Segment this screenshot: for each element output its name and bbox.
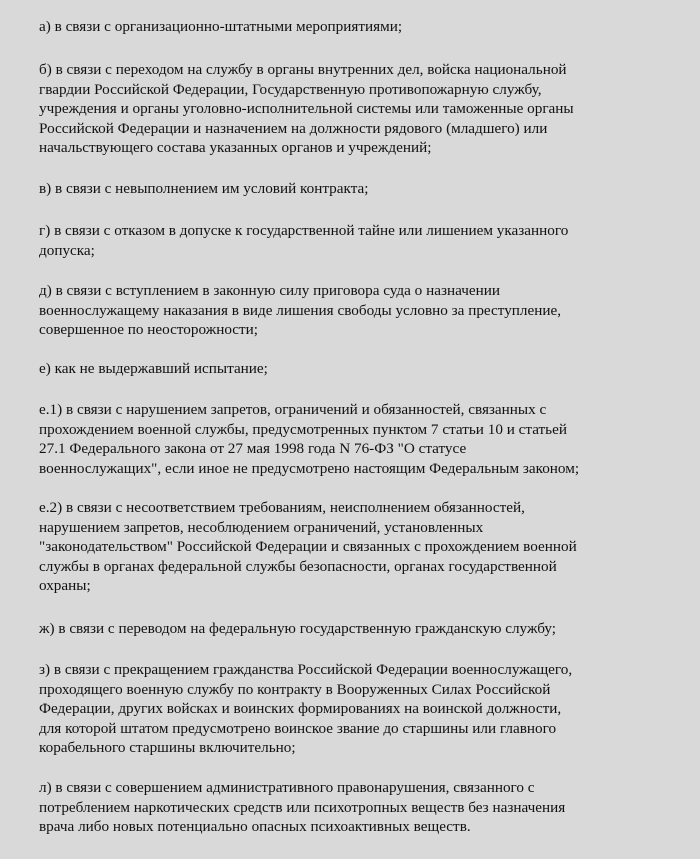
text-line: б) в связи с переходом на службу в органы внутренних дел, войска национальной	[39, 61, 567, 78]
text-line: корабельного старшины включительно;	[39, 739, 296, 757]
text-line: е) как не выдержавший испытание;	[39, 360, 268, 377]
text-line: для которой штатом предусмотрено воинское звание до старшины или главного	[39, 719, 557, 737]
text-line: охраны;	[39, 577, 91, 595]
text-line: прохождением военной службы, предусмотренных пунктом 7 статьи 10 и статьей	[39, 420, 567, 438]
paragraph-d	[39, 281, 689, 340]
text-line: нарушением запретов, несоблюдением ограничений, установленных	[39, 518, 484, 536]
paragraph-l	[39, 778, 689, 837]
text-line: начальствующего состава указанных органов и учреждений;	[39, 139, 432, 157]
text-line: л) в связи с совершением административного правонарушения, связанного с	[39, 779, 535, 796]
text-line: гвардии Российской Федерации, Государственную противопожарную службу,	[39, 80, 542, 98]
text-line: д) в связи с вступлением в законную силу приговора суда о назначении	[39, 282, 500, 299]
text-line: допуска;	[39, 241, 95, 259]
text-line: потреблением наркотических средств или психотропных веществ без назначения	[39, 798, 566, 816]
text-line: "законодательством" Российской Федерации и связанных с прохождением военной	[39, 538, 577, 556]
paragraph-b	[39, 60, 689, 158]
text-line: в) в связи с невыполнением им условий контракта;	[39, 180, 369, 197]
text-line: службы в органах федеральной службы безопасности, органах государственной	[39, 557, 557, 575]
text-line: Российской Федерации и назначением на должности рядового (младшего) или	[39, 119, 548, 137]
text-line: г) в связи с отказом в допуске к государственной тайне или лишением указанного	[39, 222, 569, 239]
paragraph-g	[39, 221, 689, 260]
paragraph-e	[39, 359, 689, 379]
text-line: учреждения и органы уголовно-исполнительной системы или таможенные органы	[39, 100, 574, 118]
text-line: совершенное по неосторожности;	[39, 321, 259, 339]
text-line: врача либо новых потенциально опасных психоактивных веществ.	[39, 818, 471, 836]
text-line: з) в связи с прекращением гражданства Российской Федерации военнослужащего,	[39, 661, 573, 678]
paragraph-z	[39, 660, 689, 758]
text-line: военнослужащему наказания в виде лишения свободы условно за преступление,	[39, 301, 562, 319]
text-line: е.2) в связи с несоответствием требованиям, неисполнением обязанностей,	[39, 499, 525, 516]
text-line: 27.1 Федерального закона от 27 мая 1998 года N 76-ФЗ "О статусе	[39, 440, 467, 458]
text-line: военнослужащих", если иное не предусмотрено настоящим Федеральным законом;	[39, 459, 580, 477]
paragraph-a	[39, 17, 689, 37]
text-line: Федерации, других войсках и воинских формированиях на воинской должности,	[39, 700, 562, 718]
text-line: проходящего военную службу по контракту в Вооруженных Силах Российской	[39, 680, 551, 698]
paragraph-zh	[39, 619, 689, 639]
text-line: а) в связи с организационно-штатными мероприятиями;	[39, 18, 403, 35]
paragraph-e1	[39, 400, 689, 478]
text-line: ж) в связи с переводом на федеральную государственную гражданскую службу;	[39, 620, 557, 637]
paragraph-e2	[39, 498, 689, 596]
text-line: е.1) в связи с нарушением запретов, ограничений и обязанностей, связанных с	[39, 401, 547, 418]
paragraph-v	[39, 179, 689, 199]
